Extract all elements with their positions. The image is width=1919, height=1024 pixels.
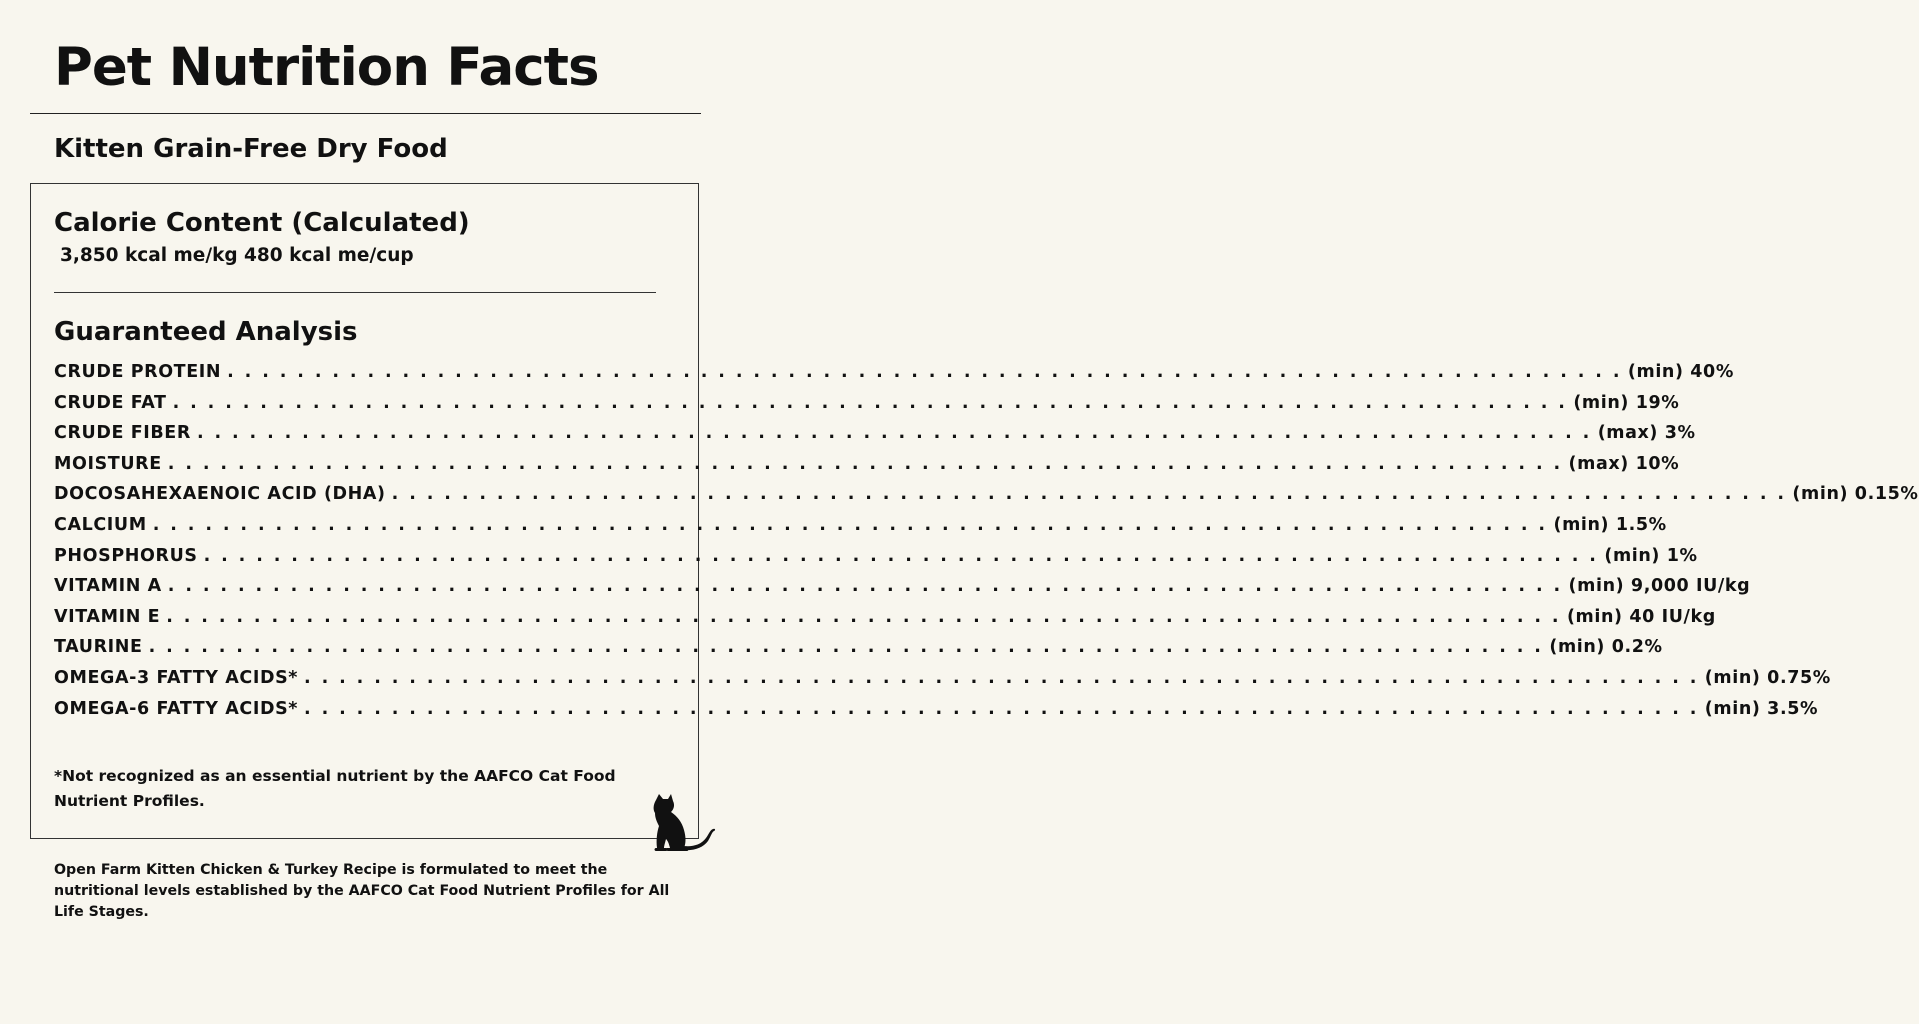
page-title: Pet Nutrition Facts	[54, 37, 599, 98]
nutrient-name: OMEGA-6 FATTY ACIDS*	[54, 698, 299, 719]
nutrient-name: DOCOSAHEXAENOIC ACID (DHA)	[54, 484, 386, 505]
nutrient-value: (min) 1%	[1604, 545, 1698, 566]
analysis-row	[54, 357, 1734, 388]
analysis-row	[54, 602, 1716, 633]
section-divider	[54, 292, 656, 293]
analysis-row	[54, 571, 1751, 602]
analysis-row	[54, 388, 1680, 419]
dot-leader: . . . . . . . . . . . . . . . . . . . . . . . . . . . . . . . . . . . . . . . . . . . . . . . . . . . . . . . . . . . . . . . . . . . . . . . . . . . . . . . .	[391, 484, 1787, 505]
product-name: Kitten Grain-Free Dry Food	[54, 134, 448, 164]
dot-leader: . . . . . . . . . . . . . . . . . . . . . . . . . . . . . . . . . . . . . . . . . . . . . . . . . . . . . . . . . . . . . . . . . . . . . . . . . . . . . . . .	[148, 637, 1544, 658]
dot-leader: . . . . . . . . . . . . . . . . . . . . . . . . . . . . . . . . . . . . . . . . . . . . . . . . . . . . . . . . . . . . . . . . . . . . . . . . . . . . . . . .	[152, 514, 1548, 535]
nutrient-value: (min) 9,000 IU/kg	[1568, 576, 1751, 597]
nutrient-value: (min) 0.75%	[1704, 667, 1831, 688]
nutrient-name: TAURINE	[54, 637, 143, 658]
dot-leader: . . . . . . . . . . . . . . . . . . . . . . . . . . . . . . . . . . . . . . . . . . . . . . . . . . . . . . . . . . . . . . . . . . . . . . . . . . . . . . . .	[166, 606, 1561, 627]
analysis-list	[54, 357, 1919, 724]
analysis-row	[54, 694, 1819, 725]
nutrient-name: MOISTURE	[54, 453, 162, 474]
dot-leader: . . . . . . . . . . . . . . . . . . . . . . . . . . . . . . . . . . . . . . . . . . . . . . . . . . . . . . . . . . . . . . . . . . . . . . . . . . . . . . . .	[167, 576, 1563, 597]
analysis-row	[54, 418, 1696, 449]
nutrient-name: CRUDE FAT	[54, 392, 167, 413]
analysis-row	[54, 510, 1667, 541]
nutrient-name: CRUDE FIBER	[54, 423, 191, 444]
nutrient-value: (min) 0.15%	[1792, 484, 1919, 505]
dot-leader: . . . . . . . . . . . . . . . . . . . . . . . . . . . . . . . . . . . . . . . . . . . . . . . . . . . . . . . . . . . . . . . . . . . . . . . . . . . . . . . .	[304, 698, 1699, 719]
dot-leader: . . . . . . . . . . . . . . . . . . . . . . . . . . . . . . . . . . . . . . . . . . . . . . . . . . . . . . . . . . . . . . . . . . . . . . . . . . . . . . . .	[304, 667, 1699, 688]
calorie-heading: Calorie Content (Calculated)	[54, 208, 470, 238]
nutrient-value: (min) 40%	[1627, 362, 1734, 382]
analysis-row	[54, 632, 1663, 663]
dot-leader: . . . . . . . . . . . . . . . . . . . . . . . . . . . . . . . . . . . . . . . . . . . . . . . . . . . . . . . . . . . . . . . . . . . . . . . . . . . . . . . .	[167, 453, 1563, 474]
nutrient-value: (max) 10%	[1568, 453, 1680, 474]
nutrient-value: (min) 0.2%	[1549, 637, 1663, 658]
analysis-row	[54, 479, 1919, 510]
dot-leader: . . . . . . . . . . . . . . . . . . . . . . . . . . . . . . . . . . . . . . . . . . . . . . . . . . . . . . . . . . . . . . . . . . . . . . . . . . . . . . . .	[227, 362, 1622, 382]
nutrient-name: PHOSPHORUS	[54, 545, 198, 566]
nutrient-value: (min) 3.5%	[1704, 698, 1819, 719]
nutrient-value: (min) 1.5%	[1553, 514, 1667, 535]
title-divider	[30, 113, 701, 114]
dot-leader: . . . . . . . . . . . . . . . . . . . . . . . . . . . . . . . . . . . . . . . . . . . . . . . . . . . . . . . . . . . . . . . . . . . . . . . . . . . . . . . .	[196, 423, 1592, 444]
cat-silhouette-icon	[646, 794, 716, 854]
analysis-row	[54, 449, 1680, 480]
dot-leader: . . . . . . . . . . . . . . . . . . . . . . . . . . . . . . . . . . . . . . . . . . . . . . . . . . . . . . . . . . . . . . . . . . . . . . . . . . . . . . . .	[203, 545, 1599, 566]
calorie-values: 3,850 kcal me/kg 480 kcal me/cup	[60, 245, 414, 266]
nutrient-name: VITAMIN E	[54, 606, 161, 627]
nutrient-name: CRUDE PROTEIN	[54, 362, 222, 382]
analysis-heading: Guaranteed Analysis	[54, 317, 358, 347]
dot-leader: . . . . . . . . . . . . . . . . . . . . . . . . . . . . . . . . . . . . . . . . . . . . . . . . . . . . . . . . . . . . . . . . . . . . . . . . . . . . . . . .	[172, 392, 1568, 413]
analysis-row	[54, 541, 1698, 572]
nutrient-value: (max) 3%	[1597, 423, 1696, 444]
nutrient-name: OMEGA-3 FATTY ACIDS*	[54, 667, 299, 688]
nutrient-value: (min) 40 IU/kg	[1566, 606, 1716, 627]
nutrient-name: CALCIUM	[54, 514, 147, 535]
analysis-row	[54, 663, 1831, 694]
nutrient-name: VITAMIN A	[54, 576, 162, 597]
formulation-statement: Open Farm Kitten Chicken & Turkey Recipe is formulated to meet the nutritional levels established by the AAFCO Cat Food Nutrient Profiles for All Life Stages.	[54, 862, 670, 920]
nutrient-value: (min) 19%	[1573, 392, 1680, 413]
footnote: *Not recognized as an essential nutrient by the AAFCO Cat Food Nutrient Profiles.	[54, 767, 616, 810]
